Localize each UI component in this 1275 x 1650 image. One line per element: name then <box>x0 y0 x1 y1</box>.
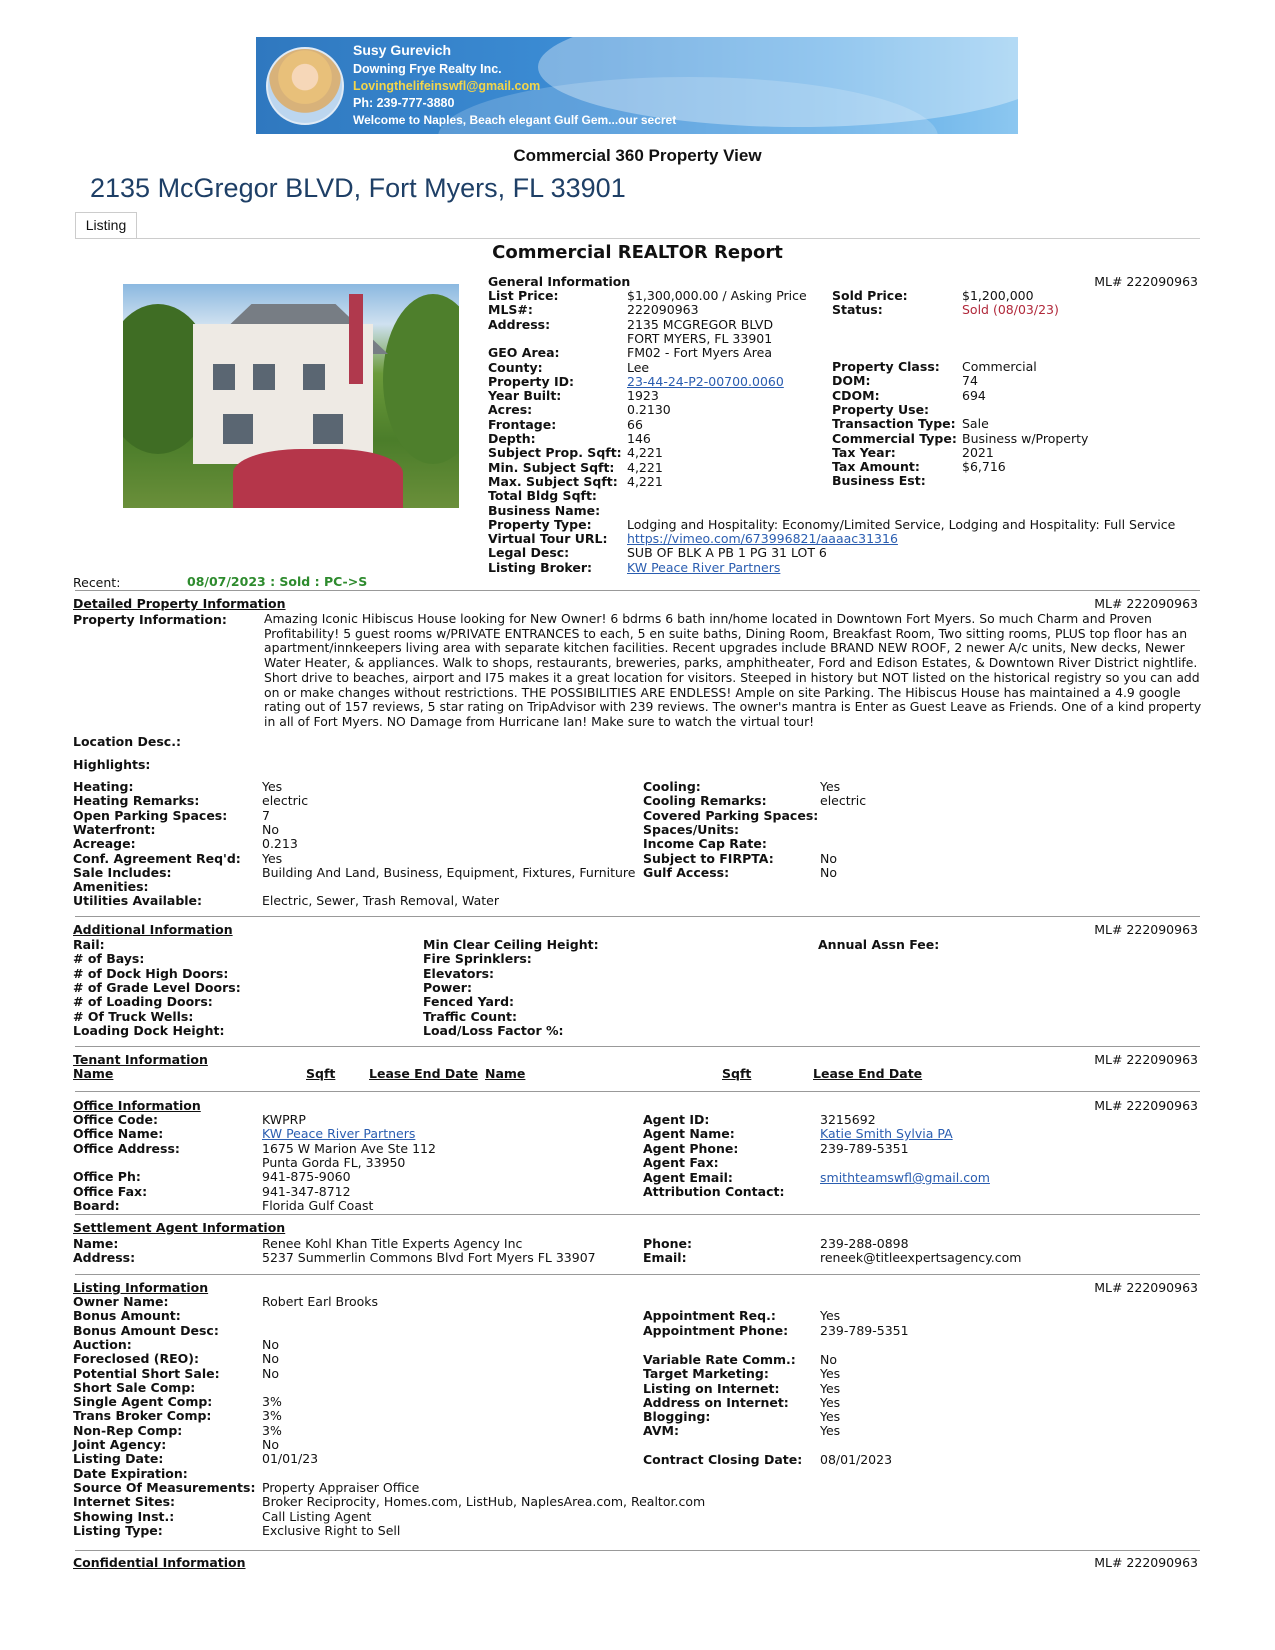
field-label: # of Grade Level Doors: <box>73 979 241 995</box>
field-label: Address: <box>488 316 551 332</box>
field-label: Legal Desc: <box>488 545 570 561</box>
tab-listing[interactable]: Listing <box>75 212 137 238</box>
field-label: Cooling: <box>643 779 701 794</box>
status-paren: ) <box>1054 302 1059 317</box>
field-label: Rail: <box>73 937 105 952</box>
sold-price-value: $1,200,000 <box>962 288 1034 303</box>
field-link[interactable]: smithteamswfl@gmail.com <box>820 1170 990 1185</box>
field-label: DOM: <box>832 373 871 389</box>
field-label: Listing Broker: <box>488 559 593 575</box>
field-value: 239-789-5351 <box>820 1323 909 1338</box>
field-label: County: <box>488 359 543 375</box>
field-label: Tax Year: <box>832 444 896 460</box>
field-label: Blogging: <box>643 1409 711 1424</box>
field-value: Yes <box>820 1423 841 1438</box>
field-value: Sale <box>962 416 989 432</box>
field-label: Listing Date: <box>73 1451 164 1467</box>
field-label: Listing on Internet: <box>643 1381 780 1396</box>
field-label: Agent Name: <box>643 1126 735 1141</box>
field-label: Utilities Available: <box>73 893 203 909</box>
agent-banner <box>256 37 1018 134</box>
field-value: No <box>262 1437 279 1452</box>
field-value: Yes <box>820 1308 841 1323</box>
field-label: List Price: <box>488 288 559 303</box>
field-label: Annual Assn Fee: <box>818 937 940 952</box>
field-value: 4,221 <box>627 445 663 461</box>
field-value: Yes <box>820 1395 841 1410</box>
field-value: 4,221 <box>627 459 663 475</box>
field-value: 2135 MCGREGOR BLVD <box>627 316 774 332</box>
photo-window <box>313 414 343 444</box>
field-label: Depth: <box>488 431 536 446</box>
field-label: Office Ph: <box>73 1169 141 1185</box>
field-label: Bonus Amount Desc: <box>73 1322 219 1338</box>
photo-window <box>213 364 235 390</box>
ml-number: ML# 222090963 <box>1094 922 1198 937</box>
field-value: Business w/Property <box>962 430 1089 446</box>
photo-window <box>303 364 325 390</box>
field-value: 941-347-8712 <box>262 1183 351 1199</box>
field-label: Subject to FIRPTA: <box>643 851 774 866</box>
status-date: 08/03/23 <box>997 302 1054 317</box>
field-value: electric <box>262 793 309 809</box>
field-value: FM02 - Fort Myers Area <box>627 345 773 361</box>
field-label: Min. Subject Sqft: <box>488 459 615 475</box>
highlights-label: Highlights: <box>73 757 151 772</box>
recent-status: 08/07/2023 : Sold : PC->S <box>187 574 368 589</box>
settlement-address-label: Address: <box>73 1250 136 1265</box>
field-label: Agent Email: <box>643 1170 733 1185</box>
settlement-name-label: Name: <box>73 1236 119 1251</box>
field-label: Acres: <box>488 402 533 418</box>
field-label: Fenced Yard: <box>423 994 515 1010</box>
field-value-line2: Punta Gorda FL, 33950 <box>262 1154 406 1170</box>
field-label: Target Marketing: <box>643 1366 769 1381</box>
field-label: Office Code: <box>73 1112 158 1127</box>
settlement-phone-label: Phone: <box>643 1236 693 1251</box>
field-value: 239-789-5351 <box>820 1141 909 1156</box>
tenant-col-sqft: Sqft <box>306 1066 336 1081</box>
field-value: No <box>820 851 837 866</box>
settlement-phone-value: 239-288-0898 <box>820 1236 909 1251</box>
field-value: No <box>262 1365 279 1381</box>
settlement-address-value: 5237 Summerlin Commons Blvd Fort Myers FL 33907 <box>262 1250 596 1265</box>
listing-info-heading: Listing Information <box>73 1280 209 1295</box>
recent-label: Recent: <box>73 575 121 590</box>
field-label: Gulf Access: <box>643 865 730 880</box>
field-value: 3% <box>262 1422 282 1438</box>
agent-company: Downing Frye Realty Inc. <box>353 62 502 76</box>
field-value-line2: FORT MYERS, FL 33901 <box>627 330 773 346</box>
field-label: Spaces/Units: <box>643 822 740 837</box>
field-value: 74 <box>962 373 978 389</box>
field-label: Heating: <box>73 779 134 794</box>
location-desc-label: Location Desc.: <box>73 734 181 749</box>
field-value: Yes <box>820 779 841 794</box>
field-value: 2021 <box>962 444 994 460</box>
ml-number: ML# 222090963 <box>1094 1555 1198 1570</box>
field-label: AVM: <box>643 1423 679 1438</box>
property-information-label: Property Information: <box>73 612 227 627</box>
status-value <box>962 302 1059 317</box>
status-label: Status: <box>832 302 883 317</box>
field-value: 941-875-9060 <box>262 1169 351 1185</box>
field-label: Agent Fax: <box>643 1155 719 1170</box>
field-label: Foreclosed (REO): <box>73 1351 199 1367</box>
field-label: Loading Dock Height: <box>73 1022 225 1038</box>
field-label: Virtual Tour URL: <box>488 531 608 547</box>
field-link[interactable]: Katie Smith Sylvia PA <box>820 1126 953 1141</box>
tenant-info-heading: Tenant Information <box>73 1052 208 1067</box>
field-value: 3% <box>262 1408 282 1424</box>
section-divider <box>75 1214 1200 1215</box>
settlement-email-label: Email: <box>643 1250 687 1265</box>
field-link[interactable]: KW Peace River Partners <box>262 1126 416 1142</box>
property-description: Amazing Iconic Hibiscus House looking for New Owner! 6 bdrms 6 bath inn/home located in Downtown Fort Myers. So much Charm and Proven Profitability! 5 guest rooms w/PRIVATE ENTRANCES to each, 5 en suite baths, Dining Room, Breakfast Room, Two sitting rooms, PLUS top floor has an apartment/innkeepers living area with separate kitchen facilities. Recent upgrades include BRAND NEW ROOF, 2 newer A/c units, New decks, Newer Water Heater, & appliances. Walk to shops, restaurants, breweries, parks, amphitheater, Ford and Edison Estates, & Downtown River District nightlife. Short drive to beaches, airport and I75 makes it a great location for visitors. Steeped in history but NOT listed on the historical registry so you can add on or make changes without restrictions. THE POSSIBILITIES ARE ENDLESS! Ample on site Parking. The Hibiscus House has maintained a 4.9 google rating out of 157 reviews, 5 star rating on TripAdvisor with 239 reviews. The owner's mantra is Enter as Guest Leave as Friends. One of a kind property in all of Fort Myers. NO Damage from Hurricane Ian! Make sure to watch the virtual tour! <box>264 611 1202 729</box>
agent-photo <box>266 47 344 125</box>
field-label: Appointment Req.: <box>643 1308 776 1323</box>
field-label: Conf. Agreement Req'd: <box>73 850 241 866</box>
section-divider <box>75 590 1200 591</box>
field-label: Variable Rate Comm.: <box>643 1352 796 1367</box>
ml-number: ML# 222090963 <box>1094 1052 1198 1067</box>
field-label: Property Type: <box>488 516 592 532</box>
field-value: 08/01/2023 <box>820 1452 893 1467</box>
field-label: Load/Loss Factor %: <box>423 1022 564 1038</box>
field-value: 146 <box>627 431 651 446</box>
field-label: Office Fax: <box>73 1183 148 1199</box>
ml-number: ML# 222090963 <box>1094 274 1198 289</box>
field-label: Waterfront: <box>73 821 156 837</box>
field-value: Building And Land, Business, Equipment, Fixtures, Furniture <box>262 864 636 880</box>
field-value: Yes <box>820 1409 841 1424</box>
field-value: Call Listing Agent <box>262 1508 372 1524</box>
field-label: Acreage: <box>73 836 136 852</box>
field-label: Property Use: <box>832 401 930 417</box>
section-divider <box>75 1046 1200 1047</box>
field-value: No <box>820 1352 837 1367</box>
field-value: 4,221 <box>627 473 663 489</box>
field-value: Yes <box>262 850 283 866</box>
field-label: Potential Short Sale: <box>73 1365 220 1381</box>
agent-name: Susy Gurevich <box>353 42 452 58</box>
field-value: 7 <box>262 807 270 823</box>
field-label: Commercial Type: <box>832 430 957 446</box>
field-label: Property ID: <box>488 373 575 389</box>
agent-phone: Ph: 239-777-3880 <box>353 96 455 110</box>
field-value: $6,716 <box>962 459 1006 475</box>
field-value: 1675 W Marion Ave Ste 112 <box>262 1140 436 1156</box>
photo-driveway <box>233 449 403 508</box>
field-label: Agent Phone: <box>643 1141 739 1156</box>
field-label: Fire Sprinklers: <box>423 951 532 967</box>
tenant-col-name: Name <box>485 1066 526 1081</box>
settlement-email-value: reneek@titleexpertsagency.com <box>820 1250 1022 1265</box>
field-label: # of Loading Doors: <box>73 994 213 1010</box>
confidential-info-heading: Confidential Information <box>73 1555 246 1570</box>
field-label: GEO Area: <box>488 345 560 361</box>
field-value: Commercial <box>962 359 1037 374</box>
field-label: Bonus Amount: <box>73 1308 181 1324</box>
field-label: Tax Amount: <box>832 459 920 475</box>
property-address-heading: 2135 McGregor BLVD, Fort Myers, FL 33901 <box>90 173 626 203</box>
field-label: Income Cap Rate: <box>643 836 767 851</box>
field-value: 66 <box>627 416 643 432</box>
status-paren: ( <box>989 302 998 317</box>
field-value: 3215692 <box>820 1112 876 1127</box>
field-label: Transaction Type: <box>832 416 956 432</box>
field-link[interactable]: https://vimeo.com/673996821/aaaac31316 <box>627 531 898 547</box>
ml-number: ML# 222090963 <box>1094 1098 1198 1113</box>
field-label: Open Parking Spaces: <box>73 807 228 823</box>
field-label: Office Name: <box>73 1126 164 1142</box>
field-label: Covered Parking Spaces: <box>643 808 819 823</box>
field-label: Attribution Contact: <box>643 1184 785 1199</box>
tenant-col-sqft: Sqft <box>722 1066 752 1081</box>
field-value: Lodging and Hospitality: Economy/Limited Service, Lodging and Hospitality: Full Service <box>627 516 1176 532</box>
field-value: electric <box>820 793 867 808</box>
field-label: Max. Subject Sqft: <box>488 473 618 489</box>
field-value: $1,300,000.00 / Asking Price <box>627 288 807 303</box>
field-label: # Of Truck Wells: <box>73 1008 194 1024</box>
field-label: CDOM: <box>832 387 880 403</box>
field-label: Agent ID: <box>643 1112 710 1127</box>
field-label: Showing Inst.: <box>73 1508 175 1524</box>
report-kind-title: Commercial 360 Property View <box>513 146 762 165</box>
field-value: 0.2130 <box>627 402 671 418</box>
additional-info-heading: Additional Information <box>73 922 233 937</box>
field-label: Office Address: <box>73 1140 180 1156</box>
field-value: Florida Gulf Coast <box>262 1197 374 1213</box>
office-info-heading: Office Information <box>73 1098 201 1113</box>
field-value: Broker Reciprocity, Homes.com, ListHub, NaplesArea.com, Realtor.com <box>262 1494 706 1510</box>
field-label: Subject Prop. Sqft: <box>488 445 622 461</box>
field-value: Robert Earl Brooks <box>262 1294 379 1309</box>
field-label: Traffic Count: <box>423 1008 517 1024</box>
tenant-col-name: Name <box>73 1066 114 1081</box>
photo-house <box>193 324 373 464</box>
tenant-col-lease-end: Lease End Date <box>369 1066 479 1081</box>
field-label: Heating Remarks: <box>73 793 200 809</box>
settlement-info-heading: Settlement Agent Information <box>73 1220 286 1235</box>
field-value: Yes <box>262 779 283 794</box>
field-value: 01/01/23 <box>262 1451 319 1467</box>
field-label: Short Sale Comp: <box>73 1379 196 1395</box>
field-label: Property Class: <box>832 359 940 374</box>
agent-tagline: Welcome to Naples, Beach elegant Gulf Gem...our secret <box>353 113 677 127</box>
field-label: Owner Name: <box>73 1294 169 1309</box>
field-value: Electric, Sewer, Trash Removal, Water <box>262 893 499 909</box>
field-value: No <box>262 1336 279 1352</box>
field-label: Board: <box>73 1197 120 1213</box>
detailed-info-heading: Detailed Property Information <box>73 596 286 611</box>
field-label: Business Est: <box>832 473 926 489</box>
field-label: Non-Rep Comp: <box>73 1422 183 1438</box>
field-value: No <box>262 821 279 837</box>
section-divider <box>75 916 1200 917</box>
report-title: Commercial REALTOR Report <box>492 242 783 263</box>
photo-tree <box>383 294 459 464</box>
field-value: SUB OF BLK A PB 1 PG 31 LOT 6 <box>627 545 827 561</box>
field-value: Lee <box>627 359 650 375</box>
field-label: Auction: <box>73 1336 132 1352</box>
field-label: Trans Broker Comp: <box>73 1408 212 1424</box>
field-label: Appointment Phone: <box>643 1323 789 1338</box>
field-label: Listing Type: <box>73 1522 163 1538</box>
field-label: Min Clear Ceiling Height: <box>423 937 599 952</box>
field-value: Exclusive Right to Sell <box>262 1522 401 1538</box>
field-label: Elevators: <box>423 965 495 981</box>
field-label: Single Agent Comp: <box>73 1394 213 1410</box>
tab-divider <box>75 238 1200 239</box>
section-divider <box>75 1550 1200 1551</box>
ml-number: ML# 222090963 <box>1094 1280 1198 1295</box>
status-word: Sold <box>962 302 989 317</box>
field-label: MLS#: <box>488 302 533 318</box>
ml-number: ML# 222090963 <box>1094 596 1198 611</box>
field-label: # of Dock High Doors: <box>73 965 229 981</box>
field-value: No <box>820 865 837 880</box>
field-label: Address on Internet: <box>643 1395 789 1410</box>
field-label: Joint Agency: <box>73 1437 167 1452</box>
property-photo <box>123 284 459 508</box>
field-label: Contract Closing Date: <box>643 1452 803 1467</box>
field-value: 222090963 <box>627 302 699 318</box>
settlement-name-value: Renee Kohl Khan Title Experts Agency Inc <box>262 1236 523 1251</box>
field-label: Power: <box>423 979 472 995</box>
tenant-col-lease-end: Lease End Date <box>813 1066 923 1081</box>
field-label: Frontage: <box>488 416 557 432</box>
field-label: Year Built: <box>488 388 562 404</box>
field-value: 694 <box>962 387 986 403</box>
sold-price-label: Sold Price: <box>832 288 908 303</box>
field-label: Amenities: <box>73 879 149 895</box>
field-value: 0.213 <box>262 836 298 852</box>
field-label: Sale Includes: <box>73 864 172 880</box>
agent-email[interactable]: Lovingthelifeinswfl@gmail.com <box>353 79 541 93</box>
field-value: No <box>262 1351 279 1367</box>
field-label: Business Name: <box>488 502 601 518</box>
photo-window <box>253 364 275 390</box>
section-divider <box>75 1091 1200 1092</box>
field-label: Source Of Measurements: <box>73 1479 256 1495</box>
field-value: Yes <box>820 1366 841 1381</box>
field-label: Cooling Remarks: <box>643 793 767 808</box>
field-label: # of Bays: <box>73 951 145 967</box>
field-link[interactable]: 23-44-24-P2-00700.0060 <box>627 373 784 389</box>
field-value: 3% <box>262 1394 282 1410</box>
photo-window <box>223 414 253 444</box>
field-value: Property Appraiser Office <box>262 1479 420 1495</box>
field-value: Yes <box>820 1381 841 1396</box>
field-value: KWPRP <box>262 1112 306 1127</box>
section-divider <box>75 1274 1200 1275</box>
field-link[interactable]: KW Peace River Partners <box>627 559 781 575</box>
field-value: 1923 <box>627 388 659 404</box>
general-info-heading: General Information <box>488 274 631 289</box>
field-label: Total Bldg Sqft: <box>488 488 597 504</box>
field-label: Date Expiration: <box>73 1465 188 1481</box>
photo-chimney <box>349 294 363 384</box>
field-label: Internet Sites: <box>73 1494 176 1510</box>
